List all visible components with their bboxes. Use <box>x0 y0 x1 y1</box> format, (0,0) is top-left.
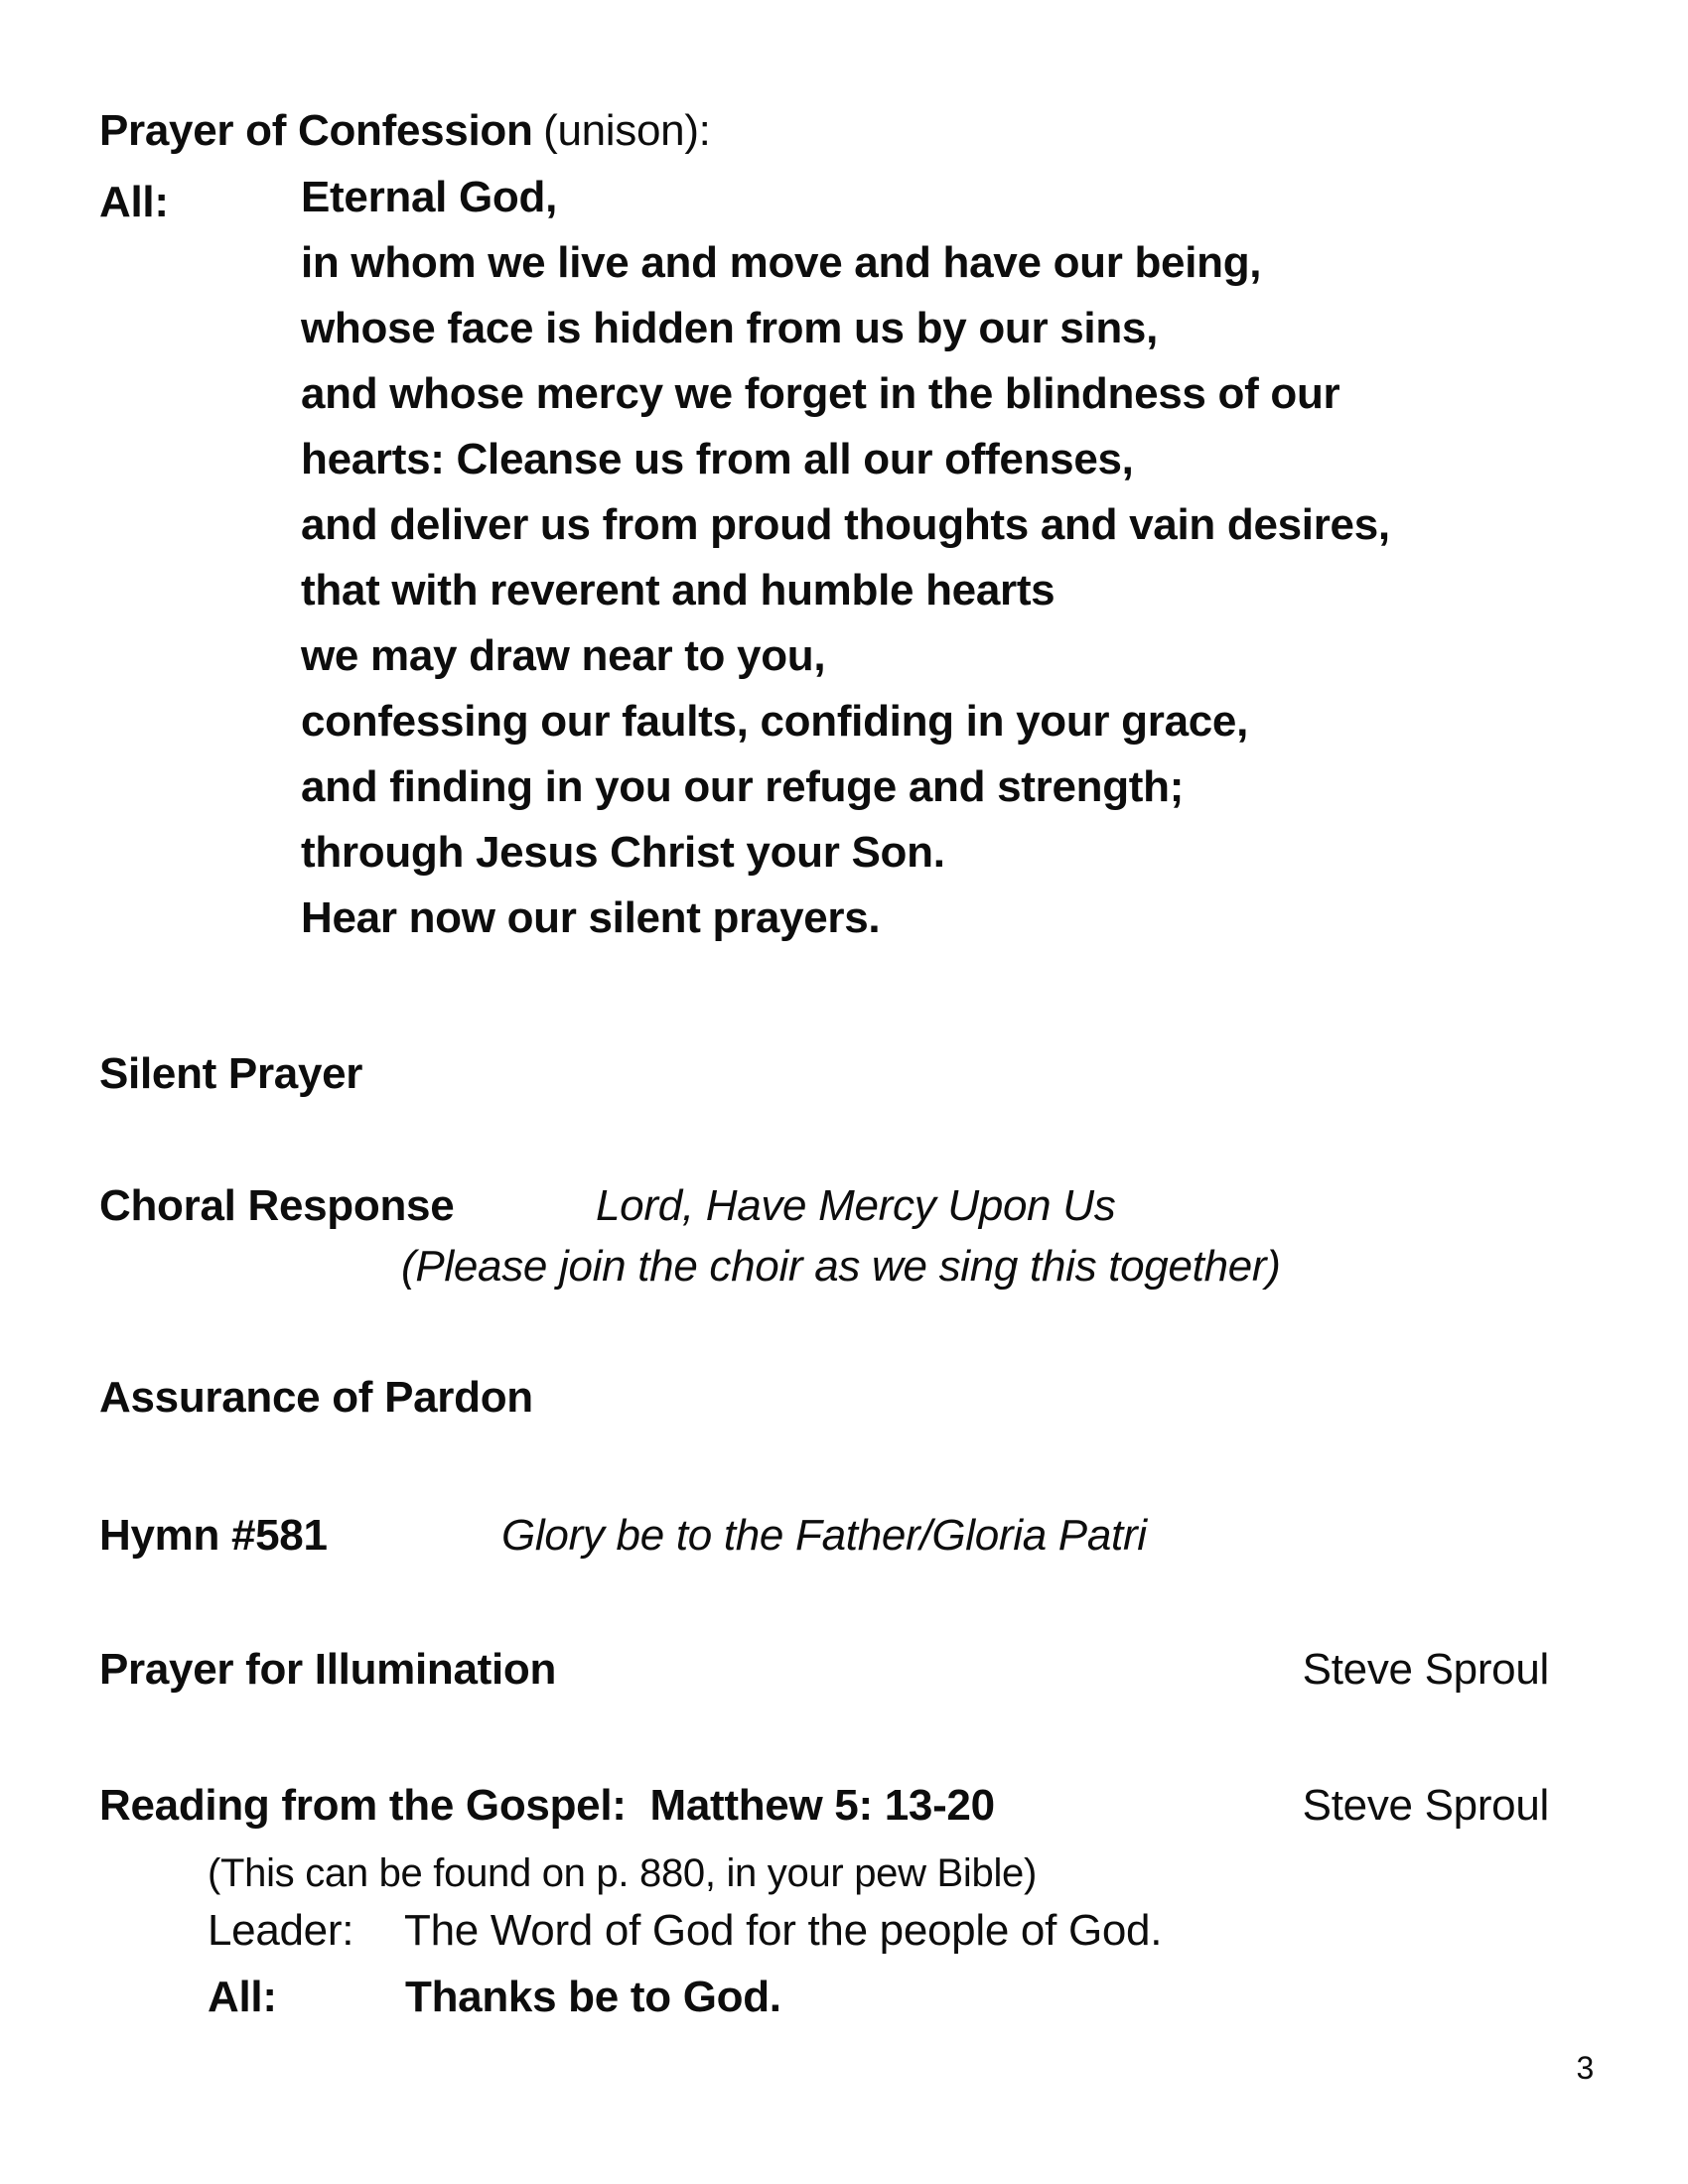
confession-speaker-label: All: <box>99 178 169 226</box>
prayer-line: that with reverent and humble hearts <box>301 566 1055 614</box>
prayer-line: and whose mercy we forget in the blindness of our <box>301 369 1340 418</box>
prayer-line: Eternal God, <box>301 173 557 221</box>
confession-title-suffix: (unison): <box>543 106 711 155</box>
confession-prayer-text <box>301 165 1390 951</box>
hymn-piece: Glory be to the Father/Gloria Patri <box>501 1511 1147 1560</box>
prayer-line: and deliver us from proud thoughts and vain desires, <box>301 500 1390 549</box>
choral-response-instruction: (Please join the choir as we sing this together) <box>401 1242 1281 1291</box>
prayer-line: confessing our faults, confiding in your grace, <box>301 697 1249 746</box>
prayer-for-illumination-row <box>99 1645 1549 1701</box>
prayer-line: in whom we live and move and have our being, <box>301 238 1262 287</box>
gospel-reading-row <box>99 1781 1549 1837</box>
prayer-line: through Jesus Christ your Son. <box>301 828 945 877</box>
prayer-for-illumination-reader: Steve Sproul <box>1302 1645 1549 1694</box>
gospel-reading-reader: Steve Sproul <box>1302 1781 1549 1830</box>
gospel-all-label: All: <box>208 1973 277 2021</box>
assurance-of-pardon-title: Assurance of Pardon <box>99 1373 533 1422</box>
page-number: 3 <box>1576 2050 1594 2086</box>
prayer-line: we may draw near to you, <box>301 631 826 680</box>
prayer-line: whose face is hidden from us by our sins, <box>301 304 1158 352</box>
prayer-for-illumination-title: Prayer for Illumination <box>99 1645 557 1694</box>
gospel-leader-text: The Word of God for the people of God. <box>404 1906 1163 1955</box>
prayer-line: and finding in you our refuge and strength; <box>301 762 1185 811</box>
confession-heading <box>99 103 711 159</box>
hymn-number: Hymn #581 <box>99 1511 328 1560</box>
confession-title: Prayer of Confession <box>99 106 533 155</box>
silent-prayer-title: Silent Prayer <box>99 1049 363 1098</box>
gospel-leader-label: Leader: <box>208 1906 354 1955</box>
choral-response-title: Choral Response <box>99 1181 455 1230</box>
gospel-reading-title: Reading from the Gospel: Matthew 5: 13-20 <box>99 1781 995 1830</box>
gospel-reading-note: (This can be found on p. 880, in your pew Bible) <box>208 1851 1037 1895</box>
gospel-all-text: Thanks be to God. <box>405 1973 781 2021</box>
choral-response-piece: Lord, Have Mercy Upon Us <box>596 1181 1116 1230</box>
prayer-line: Hear now our silent prayers. <box>301 893 881 942</box>
prayer-line: hearts: Cleanse us from all our offenses, <box>301 435 1134 483</box>
